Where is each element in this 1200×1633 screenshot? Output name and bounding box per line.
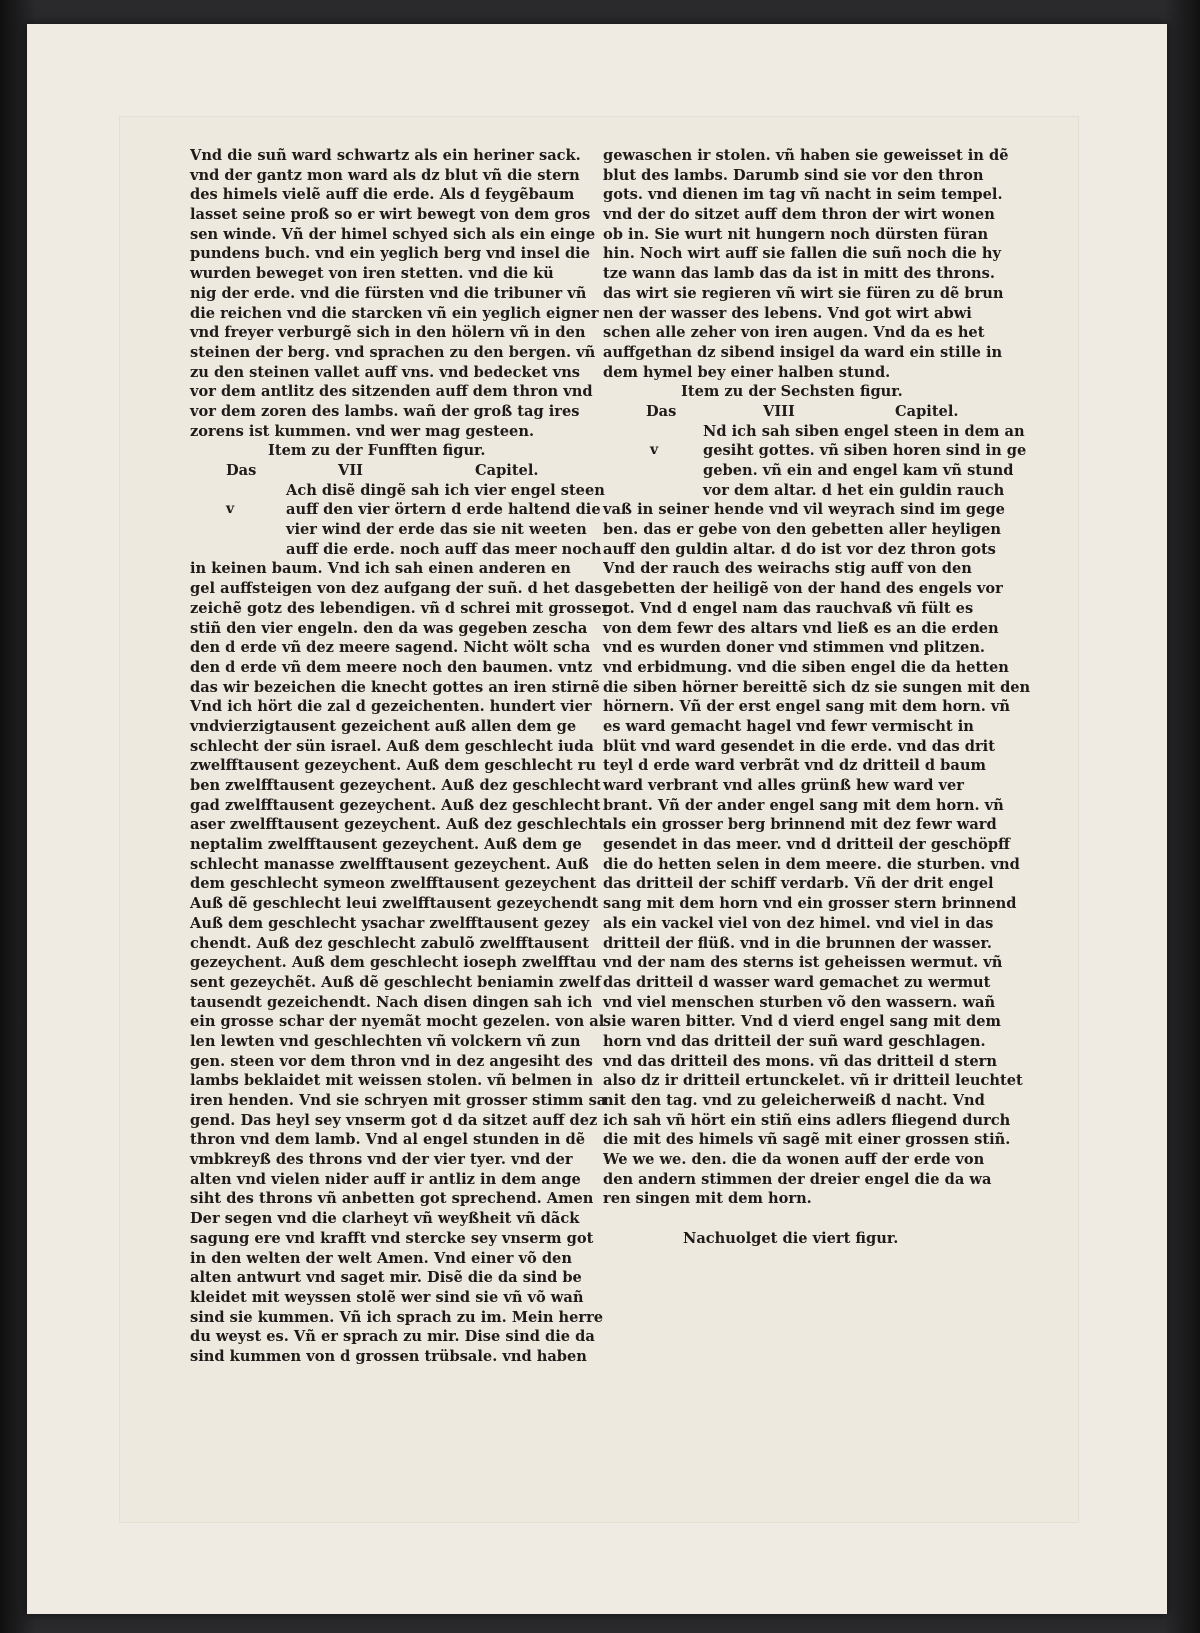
text-line: aser zwelfftausent gezeychent. Auß dez geschlecht <box>190 816 606 834</box>
guide-letter: v <box>226 501 235 518</box>
text-line: blut des lambs. Darumb sind sie vor den thron <box>603 166 984 184</box>
text-line: du weyst es. Vñ er sprach zu mir. Dise sind die da <box>190 1328 595 1346</box>
text-line: hin. Noch wirt auff sie fallen die suñ noch die hy <box>603 245 1002 263</box>
text-line: vnd erbidmung. vnd die siben engel die da hetten <box>603 658 1009 676</box>
text-line: neptalim zwelfftausent gezeychent. Auß dem ge <box>190 836 582 854</box>
text-line: vnd das dritteil des mons. vñ das dritteil d stern <box>603 1052 997 1070</box>
text-line: von dem fewr des altars vnd ließ es an die erden <box>603 619 999 637</box>
text-line: das wir bezeichen die knecht gottes an iren stirnẽ <box>190 678 600 696</box>
text-line: auffgethan dz sibend insigel da ward ein stille in <box>603 343 1003 361</box>
text-line: Ach disẽ dingẽ sah ich vier engel steen <box>286 481 605 499</box>
text-line: die siben hörner bereittẽ sich dz sie sungen mit den <box>603 678 1031 696</box>
text-line: We we we. den. die da wonen auff der erde von <box>603 1151 985 1169</box>
text-line: gots. vnd dienen im tag vñ nacht in seim tempel. <box>603 186 1003 204</box>
section-heading: Item zu der Sechsten figur. <box>681 383 903 401</box>
text-line: die do hetten selen in dem meere. die sturben. vnd <box>603 855 1020 873</box>
text-line: vmbkreyß des throns vnd der vier tyer. vnd der <box>190 1151 573 1169</box>
text-line: gesiht gottes. vñ siben horen sind in ge <box>703 442 1027 460</box>
text-line: tausendt gezeichendt. Nach disen dingen sah ich <box>190 993 593 1011</box>
text-line: zwelfftausent gezeychent. Auß dem geschlecht ru <box>190 757 596 775</box>
text-line: vnd der gantz mon ward als dz blut vñ die stern <box>190 166 580 184</box>
text-line: als ein vackel viel von dez himel. vnd viel in das <box>603 914 994 932</box>
text-line: sie waren bitter. Vnd d vierd engel sang mit dem <box>603 1013 1001 1031</box>
text-line: auff den vier örtern d erde haltend die <box>286 501 601 519</box>
text-line: schen alle zeher von iren augen. Vnd da es het <box>603 324 985 342</box>
text-line: vnd freyer verburgẽ sich in den hölern vñ in den <box>190 324 586 342</box>
text-line: die mit des himels vñ sagẽ mit einer grossen stiñ. <box>603 1131 1011 1149</box>
text-line: vier wind der erde das sie nit weeten <box>286 521 587 539</box>
text-line: gen. steen vor dem thron vnd in dez angesiht des <box>190 1052 593 1070</box>
text-line: ein grosse schar der nyemãt mocht gezelen. von al <box>190 1013 605 1031</box>
text-line: siht des throns vñ anbetten got sprechend. Amen <box>190 1190 594 1208</box>
text-line: steinen der berg. vnd sprachen zu den bergen. vñ <box>190 343 596 361</box>
text-line: vaß in seiner hende vnd vil weyrach sind im gege <box>603 501 1005 519</box>
guide-letter: v <box>650 442 659 459</box>
text-line: gezeychent. Auß dem geschlecht ioseph zwelfftau <box>190 954 597 972</box>
text-line: teyl d erde ward verbrãt vnd dz dritteil d baum <box>603 757 986 775</box>
text-line: vnd der nam des sterns ist geheissen wermut. vñ <box>603 954 1003 972</box>
text-line: Auß dẽ geschlecht leui zwelfftausent gezeychendt <box>190 895 599 913</box>
text-line: auff den guldin altar. d do ist vor dez thron gots <box>603 540 996 558</box>
text-line: tze wann das lamb das da ist in mitt des throns. <box>603 265 995 283</box>
text-line: auff die erde. noch auff das meer noch <box>286 540 602 558</box>
text-line: sagung ere vnd krafft vnd stercke sey vnserm got <box>190 1229 594 1247</box>
text-line: ren singen mit dem horn. <box>603 1190 812 1208</box>
chapter-number: VII <box>338 462 363 479</box>
text-line: dem geschlecht symeon zwelfftausent gezeychent <box>190 875 597 893</box>
text-line: vor dem antlitz des sitzenden auff dem thron vnd <box>190 383 593 401</box>
text-line: ob in. Sie wurt nit hungern noch dürsten füran <box>603 225 989 243</box>
text-line: nit den tag. vnd zu geleicherweiß d nacht. Vnd <box>603 1092 985 1109</box>
text-line: schlecht der sün israel. Auß dem geschlecht iuda <box>190 737 594 755</box>
text-line: Vnd die suñ ward schwartz als ein heriner sack. <box>190 147 581 164</box>
text-line: in keinen baum. Vnd ich sah einen anderen en <box>190 560 571 578</box>
text-line: lasset seine proß so er wirt bewegt von dem gros <box>190 206 591 224</box>
text-line: gad zwelfftausent gezeychent. Auß dez geschlecht <box>190 796 601 814</box>
text-line: den d erde vñ dem meere noch den baumen. vntz <box>190 658 593 676</box>
text-line: sind sie kummen. Vñ ich sprach zu im. Mein herre <box>190 1308 604 1326</box>
text-line: sen winde. Vñ der himel schyed sich als ein einge <box>190 225 596 243</box>
text-line: nig der erde. vnd die fürsten vnd die tribuner vñ <box>190 284 587 302</box>
text-line: schlecht manasse zwelfftausent gezeychent. Auß <box>190 855 589 873</box>
chapter-heading <box>190 461 605 481</box>
text-line: als ein grosser berg brinnend mit dez fewr ward <box>603 816 997 834</box>
indented-paragraph <box>603 422 1027 501</box>
chapter-capitel: Capitel. <box>475 462 539 479</box>
text-line: ward verbrant vnd alles grünß hew ward ver <box>603 777 964 794</box>
text-line: gebetten der heiligẽ von der hand des engels vor <box>603 580 1003 598</box>
text-line: gend. Das heyl sey vnserm got d da sitzet auff dez <box>190 1111 598 1129</box>
text-line: Nd ich sah siben engel steen in dem an <box>703 422 1025 440</box>
text-line: pundens buch. vnd ein yeglich berg vnd insel die <box>190 245 590 263</box>
text-line: stiñ den vier engeln. den da was gegeben zescha <box>190 619 588 637</box>
text-line: ben zwelfftausent gezeychent. Auß dez geschlecht <box>190 777 601 794</box>
text-line: lambs beklaidet mit weissen stolen. vñ belmen in <box>190 1072 594 1090</box>
text-line: wurden beweget von iren stetten. vnd die kü <box>190 265 554 283</box>
text-line: zu den steinen vallet auff vns. vnd bedecket vns <box>190 363 581 381</box>
text-line: es ward gemacht hagel vnd fewr vermischt in <box>603 717 974 735</box>
text-line: gesendet in das meer. vnd d dritteil der geschöpff <box>603 836 1011 854</box>
chapter-das: Das <box>226 462 257 479</box>
text-line: das dritteil der schiff verdarb. Vñ der drit engel <box>603 875 994 893</box>
text-line: brant. Vñ der ander engel sang mit dem horn. vñ <box>603 796 1004 814</box>
text-line: nen der wasser des lebens. Vnd got wirt abwi <box>603 304 972 322</box>
text-line: hörnern. Vñ der erst engel sang mit dem horn. vñ <box>603 698 1010 716</box>
text-line: horn vnd das dritteil der suñ ward geschlagen. <box>603 1032 986 1050</box>
text-line: alten vnd vielen nider auff ir antliz in dem ange <box>190 1170 581 1188</box>
text-line: chendt. Auß dez geschlecht zabulõ zwelfftausent <box>190 934 590 952</box>
text-line: thron vnd dem lamb. Vnd al engel stunden in dẽ <box>190 1131 586 1149</box>
text-line: die reichen vnd die starcken vñ ein yeglich eigner <box>190 304 599 322</box>
chapter-number: VIII <box>763 402 795 420</box>
text-line: gel auffsteigen von dez aufgang der suñ. d het das <box>190 580 603 598</box>
text-line: alten antwurt vnd saget mir. Disẽ die da sind be <box>190 1269 582 1287</box>
indented-paragraph <box>190 481 605 560</box>
text-line: das wirt sie regieren vñ wirt sie füren zu dẽ brun <box>603 284 1004 302</box>
text-line: zorens ist kummen. vnd wer mag gesteen. <box>190 422 535 440</box>
text-line: vnd der do sitzet auff dem thron der wirt wonen <box>603 206 995 224</box>
text-line: iren henden. Vnd sie schryen mit grosser stimm sa <box>190 1092 607 1109</box>
chapter-capitel: Capitel. <box>895 402 959 420</box>
text-line: kleidet mit weyssen stolẽ wer sind sie vñ võ wañ <box>190 1288 584 1306</box>
text-line: ben. das er gebe von den gebetten aller heyligen <box>603 521 1002 539</box>
text-line: sent gezeychẽt. Auß dẽ geschlecht beniamin zwelf <box>190 973 601 991</box>
text-line: ich sah vñ hört ein stiñ eins adlers fliegend durch <box>603 1111 1011 1129</box>
chapter-heading <box>603 402 1018 422</box>
text-line: sang mit dem horn vnd ein grosser stern brinnend <box>603 895 1017 913</box>
text-line: das dritteil d wasser ward gemachet zu wermut <box>603 973 991 991</box>
text-line: also dz ir dritteil ertunckelet. vñ ir dritteil leuchtet <box>603 1072 1023 1090</box>
chapter-das: Das <box>646 402 677 420</box>
text-line: geben. vñ ein and engel kam vñ stund <box>703 462 1014 479</box>
text-line: Auß dem geschlecht ysachar zwelfftausent gezey <box>190 914 590 932</box>
text-line: vor dem zoren des lambs. wañ der groß tag ires <box>190 402 580 420</box>
text-line: vndvierzigtausent gezeichent auß allen dem ge <box>190 717 577 735</box>
text-line: den andern stimmen der dreier engel die da wa <box>603 1170 992 1188</box>
text-line: dritteil der flüß. vnd in die brunnen der wasser. <box>603 934 992 952</box>
text-line: Vnd der rauch des weirachs stig auff von den <box>603 560 972 578</box>
text-line: sind kummen von d grossen trübsale. vnd haben <box>190 1347 587 1365</box>
text-line: den d erde vñ dez meere sagend. Nicht wölt scha <box>190 639 591 657</box>
text-line: len lewten vnd geschlechten vñ volckern vñ zun <box>190 1032 581 1050</box>
left-text-column <box>190 146 610 1367</box>
text-line: blüt vnd ward gesendet in die erde. vnd das drit <box>603 737 995 755</box>
text-line: vnd viel menschen sturben võ den wassern. wañ <box>603 993 996 1011</box>
text-line: zeichẽ gotz des lebendigen. vñ d schrei mit grosser <box>190 599 610 617</box>
section-heading: Item zu der Funfften figur. <box>268 442 486 460</box>
text-line: dem hymel bey einer halben stund. <box>603 363 891 381</box>
right-text-column <box>603 146 1031 1249</box>
text-line: gewaschen ir stolen. vñ haben sie geweisset in dẽ <box>603 147 1009 164</box>
text-line: Der segen vnd die clarheyt vñ weyßheit vñ dãck <box>190 1210 580 1228</box>
next-figure-note: Nachuolget die viert figur. <box>683 1229 899 1247</box>
text-line: vnd es wurden doner vnd stimmen vnd plitzen. <box>603 639 986 657</box>
text-line: got. Vnd d engel nam das rauchvaß vñ fült es <box>603 599 974 617</box>
text-line: in den welten der welt Amen. Vnd einer võ den <box>190 1249 572 1267</box>
text-line: vor dem altar. d het ein guldin rauch <box>703 481 1005 499</box>
text-line: Vnd ich hört die zal d gezeichenten. hundert vier <box>190 698 592 716</box>
text-line: des himels vielẽ auff die erde. Als d feygẽbaum <box>190 186 575 204</box>
